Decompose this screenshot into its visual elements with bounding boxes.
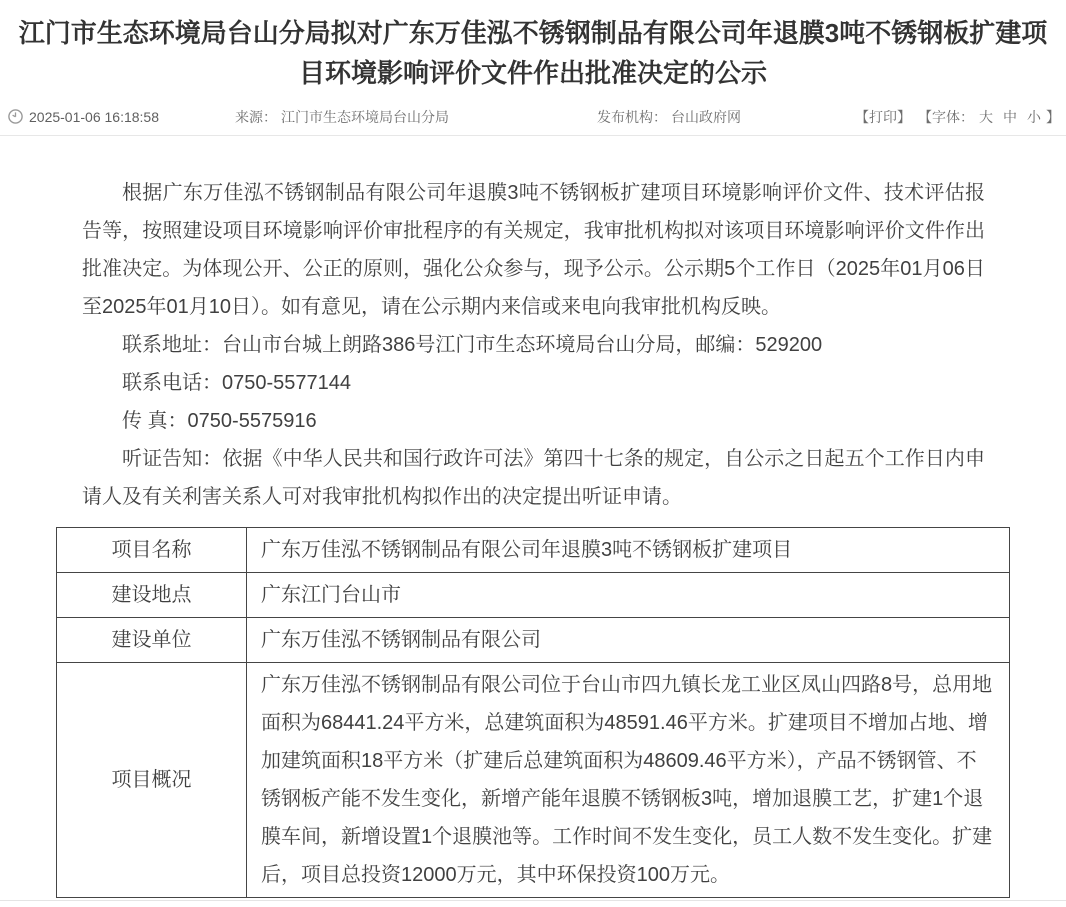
publish-timestamp: 2025-01-06 16:18:58 [29, 108, 159, 125]
row-value-overview: 广东万佳泓不锈钢制品有限公司位于台山市四九镇长龙工业区凤山四路8号，总用地面积为68441.24平方米，总建筑面积为48591.46平方米。扩建项目不增加占地、增加建筑面积18平方米（扩建后总建筑面积为48609.46平方米），产品不锈钢管、不锈钢板产能不发生变化，新增产能年退膜不锈钢板3吨，增加退膜工艺，扩建1个退膜车间，新增设置1个退膜池等。工作时间不发生变化，员工人数不发生变化。扩建后，项目总投资12000万元，其中环保投资100万元。 [247, 663, 1010, 898]
font-size-controls [918, 107, 1060, 127]
article-paragraph: 根据广东万佳泓不锈钢制品有限公司年退膜3吨不锈钢板扩建项目环境影响评价文件、技术评估报告等，按照建设项目环境影响评价审批程序的有关规定，我审批机构拟对该项目环境影响评价文件作出批准决定。为体现公开、公正的原则，强化公众参与，现予公示。公示期5个工作日（2025年01月06日至2025年01月10日）。如有意见，请在公示期内来信或来电向我审批机构反映。 [82, 182, 985, 318]
font-size-label-close: 】 [1046, 108, 1060, 125]
contact-fax-line: 传 真：0750-5575916 [122, 410, 317, 432]
font-size-small-button[interactable]: 小 [1027, 108, 1041, 125]
row-value-location: 广东江门台山市 [247, 573, 1010, 618]
font-size-large-button[interactable]: 大 [979, 108, 993, 125]
hearing-notice-line: 听证告知：依据《中华人民共和国行政许可法》第四十七条的规定，自公示之日起五个工作日内申请人及有关利害关系人可对我审批机构拟作出的决定提出听证申请。 [82, 448, 985, 508]
row-label-project-name: 项目名称 [57, 528, 247, 573]
row-label-builder: 建设单位 [57, 618, 247, 663]
contact-address-line: 联系地址：台山市台城上朗路386号江门市生态环境局台山分局，邮编：529200 [122, 334, 823, 356]
row-value-project-name: 广东万佳泓不锈钢制品有限公司年退膜3吨不锈钢板扩建项目 [247, 528, 1010, 573]
font-size-label: 【字体： [918, 108, 974, 125]
publisher-link[interactable]: 台山政府网 [671, 108, 741, 125]
table-row [57, 573, 1010, 618]
table-row [57, 618, 1010, 663]
row-value-builder: 广东万佳泓不锈钢制品有限公司 [247, 618, 1010, 663]
source-label: 来源： [235, 108, 277, 125]
row-label-location: 建设地点 [57, 573, 247, 618]
article-body [82, 174, 985, 516]
table-row [57, 528, 1010, 573]
publish-time [8, 109, 159, 125]
source-info [235, 107, 449, 127]
meta-bar [0, 98, 1066, 136]
publisher-info [597, 107, 741, 127]
font-size-medium-button[interactable]: 中 [1003, 108, 1017, 125]
table-row [57, 663, 1010, 898]
row-label-overview: 项目概况 [57, 663, 247, 898]
publisher-label: 发布机构： [597, 108, 667, 125]
clock-icon [8, 109, 23, 124]
print-button[interactable]: 【打印】 [855, 108, 911, 125]
contact-phone-line: 联系电话：0750-5577144 [122, 372, 352, 394]
source-value: 江门市生态环境局台山分局 [281, 108, 449, 125]
bottom-divider [0, 900, 1066, 906]
project-info-table [56, 527, 1010, 898]
page-title: 江门市生态环境局台山分局拟对广东万佳泓不锈钢制品有限公司年退膜3吨不锈钢板扩建项目环境影响评价文件作出批准决定的公示 [18, 18, 1048, 88]
